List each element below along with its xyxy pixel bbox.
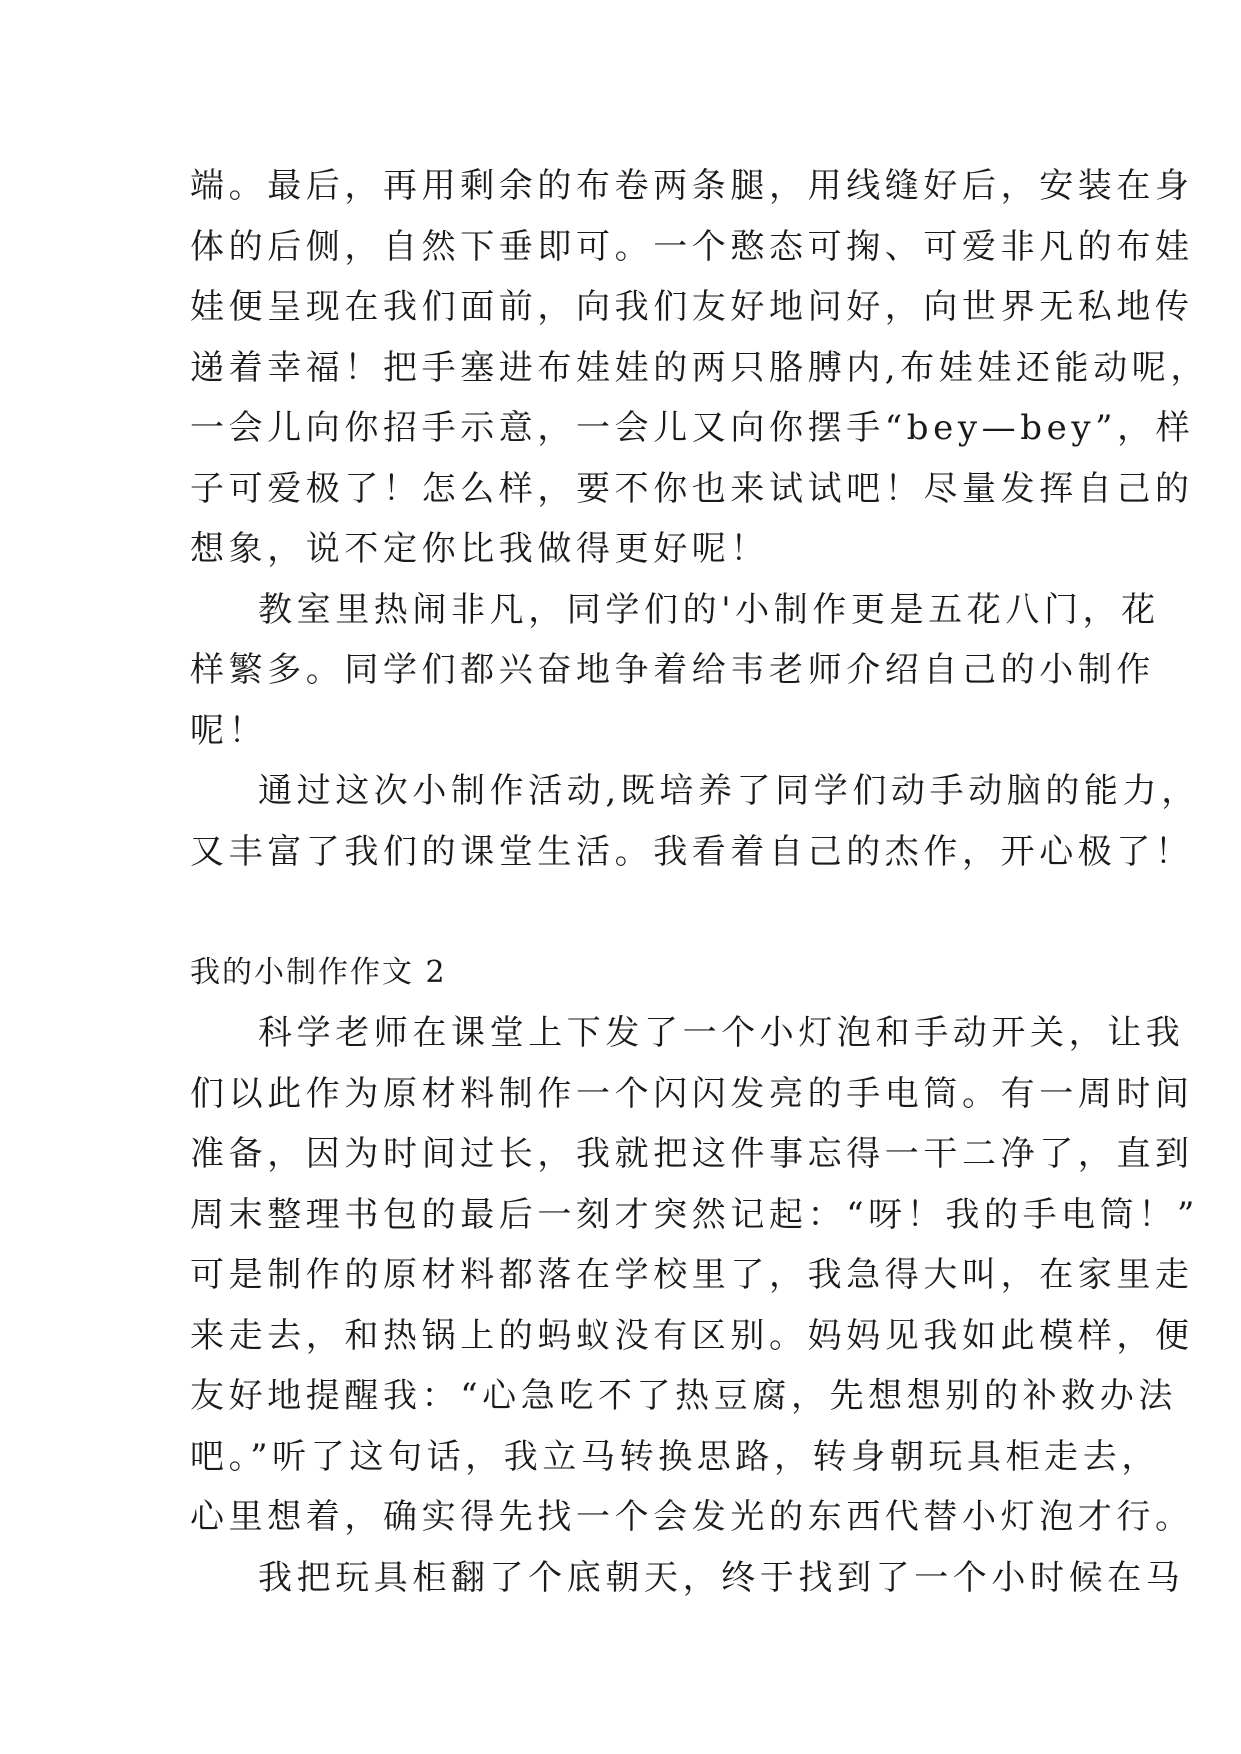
text-line: 呢！: [190, 711, 268, 751]
text-line: 想象，说不定你比我做得更好呢！: [190, 529, 769, 569]
section-title: 我的小制作作文 2: [190, 955, 447, 990]
text-line: 来走去，和热锅上的蚂蚁没有区别。妈妈见我如此模样，便: [190, 1316, 1194, 1356]
text-line: 又丰富了我们的课堂生活。我看着自己的杰作，开心极了！: [190, 832, 1194, 872]
text-line: 可是制作的原材料都落在学校里了，我急得大叫，在家里走: [190, 1255, 1194, 1295]
text-line: 科学老师在课堂上下发了一个小灯泡和手动开关，让我: [258, 1013, 1185, 1053]
text-line: 样繁多。同学们都兴奋地争着给韦老师介绍自己的小制作: [190, 650, 1155, 690]
text-line: 一会儿向你招手示意，一会儿又向你摆手“bey—bey”，样: [190, 408, 1195, 448]
text-line: 周末整理书包的最后一刻才突然记起：“呀！我的手电筒！”: [190, 1195, 1199, 1235]
text-line: 吧。”听了这句话，我立马转换思路，转身朝玩具柜走去，: [190, 1437, 1160, 1477]
text-line: 端。最后，再用剩余的布卷两条腿，用线缝好后，安装在身: [190, 166, 1194, 206]
text-line: 我把玩具柜翻了个底朝天，终于找到了一个小时候在马: [258, 1558, 1185, 1598]
text-line: 体的后侧，自然下垂即可。一个憨态可掬、可爱非凡的布娃: [190, 227, 1194, 267]
text-line: 递着幸福！把手塞进布娃娃的两只胳膊内,布娃娃还能动呢，: [190, 348, 1210, 388]
text-line: 心里想着，确实得先找一个会发光的东西代替小灯泡才行。: [190, 1497, 1194, 1537]
text-line: 通过这次小制作活动,既培养了同学们动手动脑的能力，: [258, 771, 1200, 811]
text-line: 们以此作为原材料制作一个闪闪发亮的手电筒。有一周时间: [190, 1074, 1194, 1114]
text-line: 准备，因为时间过长，我就把这件事忘得一干二净了，直到: [190, 1134, 1194, 1174]
text-line: 子可爱极了！怎么样，要不你也来试试吧！尽量发挥自己的: [190, 469, 1194, 509]
text-line: 娃便呈现在我们面前，向我们友好地问好，向世界无私地传: [190, 287, 1194, 327]
text-line: 教室里热闹非凡，同学们的'小制作更是五花八门，花: [258, 590, 1160, 630]
text-line: 友好地提醒我：“心急吃不了热豆腐，先想想别的补救办法: [190, 1376, 1177, 1416]
